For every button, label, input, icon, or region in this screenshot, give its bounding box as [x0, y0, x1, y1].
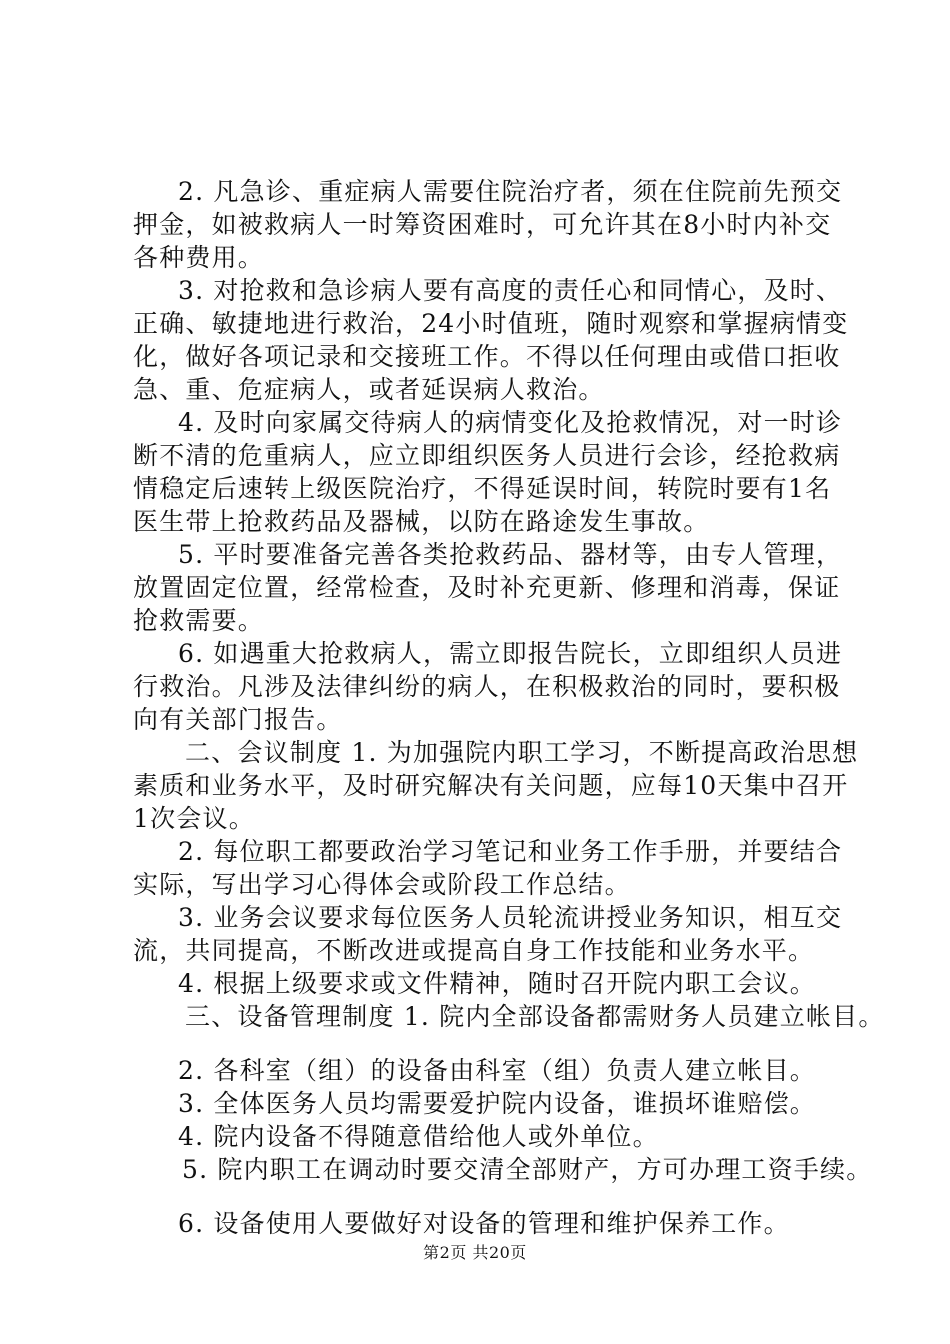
paragraph-line: 4. 及时向家属交待病人的病情变化及抢救情况，对一时诊: [178, 408, 843, 437]
paragraph-line: 向有关部门报告。: [133, 705, 343, 734]
paragraph-line: 实际，写出学习心得体会或阶段工作总结。: [133, 870, 631, 899]
paragraph-line: 医生带上抢救药品及器械，以防在路途发生事故。: [133, 507, 710, 536]
paragraph-line: 2. 各科室（组）的设备由科室（组）负责人建立帐目。: [178, 1056, 817, 1085]
paragraph-line: 4. 根据上级要求或文件精神，随时召开院内职工会议。: [178, 969, 817, 998]
paragraph-line: 放置固定位置，经常检查，及时补充更新、修理和消毒，保证: [133, 573, 841, 602]
paragraph-line: 1次会议。: [133, 804, 255, 833]
section-heading-line: 二、会议制度 1. 为加强院内职工学习，不断提高政治思想: [185, 738, 859, 767]
paragraph-line: 情稳定后速转上级医院治疗，不得延误时间，转院时要有1名: [133, 474, 832, 503]
paragraph-line: 各种费用。: [133, 243, 265, 272]
paragraph-line: 素质和业务水平，及时研究解决有关问题，应每10天集中召开: [133, 771, 849, 800]
paragraph-line: 2. 凡急诊、重症病人需要住院治疗者，须在住院前先预交: [178, 177, 843, 206]
paragraph-line: 抢救需要。: [133, 606, 265, 635]
paragraph-line: 4. 院内设备不得随意借给他人或外单位。: [178, 1122, 659, 1151]
paragraph-line: 押金，如被救病人一时筹资困难时，可允许其在8小时内补交: [133, 210, 832, 239]
paragraph-line: 流，共同提高，不断改进或提高自身工作技能和业务水平。: [133, 936, 815, 965]
paragraph-line: 正确、敏捷地进行救治，24小时值班，随时观察和掌握病情变: [133, 309, 849, 338]
page-footer: 第2页 共20页: [423, 1243, 527, 1262]
paragraph-line: 断不清的危重病人，应立即组织医务人员进行会诊，经抢救病: [133, 441, 841, 470]
paragraph-line: 化，做好各项记录和交接班工作。不得以任何理由或借口拒收: [133, 342, 841, 371]
section-heading-line: 三、设备管理制度 1. 院内全部设备都需财务人员建立帐目。: [185, 1002, 885, 1031]
paragraph-line: 2. 每位职工都要政治学习笔记和业务工作手册，并要结合: [178, 837, 843, 866]
paragraph-line: 3. 业务会议要求每位医务人员轮流讲授业务知识，相互交: [178, 903, 843, 932]
paragraph-line: 急、重、危症病人，或者延误病人救治。: [133, 375, 605, 404]
paragraph-line: 6. 如遇重大抢救病人，需立即报告院长，立即组织人员进: [178, 639, 843, 668]
paragraph-line: 5. 平时要准备完善各类抢救药品、器材等，由专人管理，: [178, 540, 843, 569]
paragraph-line: 3. 全体医务人员均需要爱护院内设备，谁损坏谁赔偿。: [178, 1089, 817, 1118]
paragraph-line: 3. 对抢救和急诊病人要有高度的责任心和同情心，及时、: [178, 276, 843, 305]
paragraph-line: 5. 院内职工在调动时要交清全部财产，方可办理工资手续。: [182, 1155, 873, 1184]
paragraph-line: 6. 设备使用人要做好对设备的管理和维护保养工作。: [178, 1209, 790, 1238]
paragraph-line: 行救治。凡涉及法律纠纷的病人，在积极救治的同时，要积极: [133, 672, 841, 701]
